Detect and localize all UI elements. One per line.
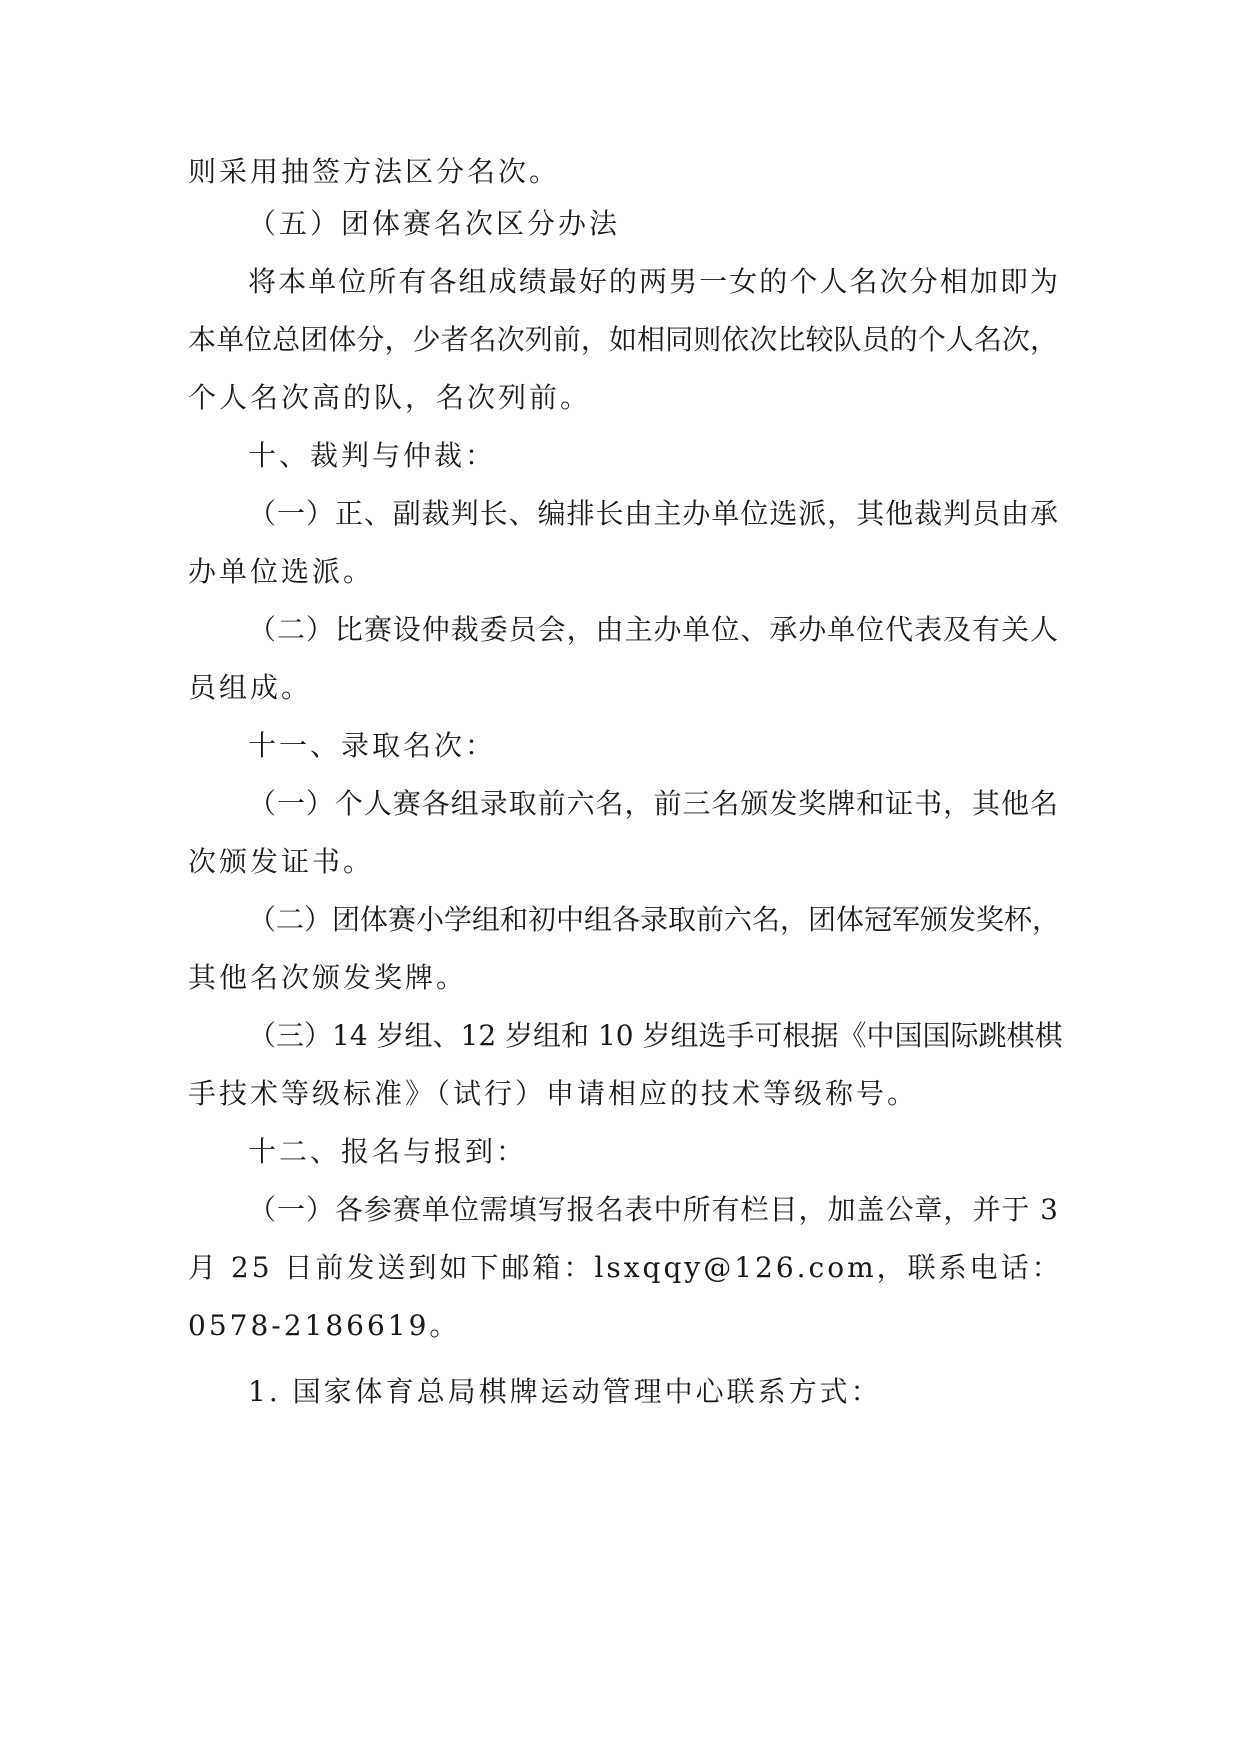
paragraph-line: 月 25 日前发送到如下邮箱：lsxqqy@126.com，联系电话： — [188, 1251, 1063, 1284]
paragraph-line: 员组成。 — [188, 671, 313, 704]
paragraph-line: 其他名次颁发奖牌。 — [188, 961, 468, 994]
paragraph-line: （二）团体赛小学组和初中组各录取前六名，团体冠军颁发奖杯， — [248, 903, 1061, 936]
phone-number: 0578-2186619。 — [188, 1309, 461, 1342]
paragraph-line: 则采用抽签方法区分名次。 — [188, 155, 561, 188]
section-heading: 十二、报名与报到： — [248, 1135, 528, 1168]
paragraph-line: （一）个人赛各组录取前六名，前三名颁发奖牌和证书，其他名 — [248, 787, 1058, 820]
paragraph-line: （一）各参赛单位需填写报名表中所有栏目，加盖公章，并于 3 — [248, 1193, 1058, 1226]
paragraph-line: 将本单位所有各组成绩最好的两男一女的个人名次分相加即为 — [248, 265, 1058, 298]
paragraph-line: 本单位总团体分，少者名次列前，如相同则依次比较队员的个人名次， — [188, 323, 1058, 356]
paragraph-line: 办单位选派。 — [188, 555, 375, 588]
paragraph-line: （一）正、副裁判长、编排长由主办单位选派，其他裁判员由承 — [248, 497, 1058, 530]
section-heading: 十一、录取名次： — [248, 729, 497, 762]
paragraph-line: 次颁发证书。 — [188, 845, 375, 878]
section-heading: 1. 国家体育总局棋牌运动管理中心联系方式： — [248, 1375, 882, 1408]
section-heading: （五）团体赛名次区分办法 — [248, 207, 621, 240]
paragraph-line: 手技术等级标准》（试行）申请相应的技术等级称号。 — [188, 1077, 919, 1110]
paragraph-line: 个人名次高的队，名次列前。 — [188, 381, 592, 414]
paragraph-line: （二）比赛设仲裁委员会，由主办单位、承办单位代表及有关人 — [248, 613, 1058, 646]
paragraph-line: （三）14 岁组、12 岁组和 10 岁组选手可根据《中国国际跳棋棋 — [248, 1019, 1063, 1052]
section-heading: 十、裁判与仲裁： — [248, 439, 497, 472]
